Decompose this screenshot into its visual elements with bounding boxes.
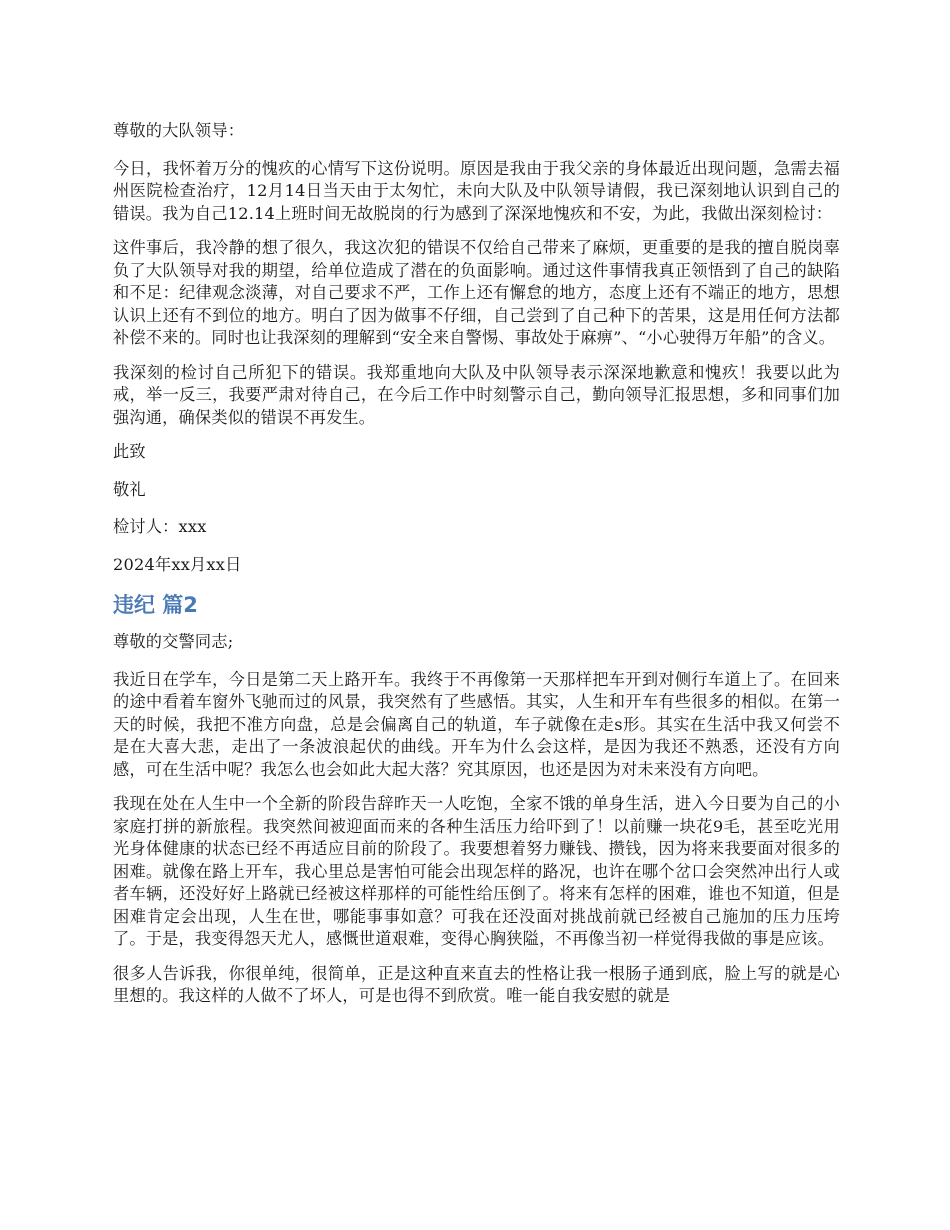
section-heading: 违纪 篇2	[113, 593, 198, 617]
signer: 检讨人：xxx	[113, 517, 207, 536]
salutation-2: 尊敬的交警同志;	[113, 632, 234, 651]
paragraph-1-3: 我深刻的检讨自己所犯下的错误。我郑重地向大队及中队领导表示深深地歉意和愧疚！我要以此为戒，举一反三，我要严肃对待自己，在今后工作中时刻警示自己，勤向领导汇报思想，多和同事们加强沟通，确保类似的错误不再发生。	[113, 362, 840, 427]
document-page	[113, 120, 840, 1020]
date: 2024年xx月xx日	[113, 554, 242, 574]
paragraph-2-3: 很多人告诉我，你很单纯，很简单，正是这种直来直去的性格让我一根肠子通到底，脸上写的就是心里想的。我这样的人做不了坏人，可是也得不到欣赏。唯一能自我安慰的就是	[113, 963, 840, 1005]
salutation-1: 尊敬的大队领导：	[113, 121, 245, 140]
paragraph-1-2: 这件事后，我冷静的想了很久，我这次犯的错误不仅给自己带来了麻烦，更重要的是我的擅自脱岗辜负了大队领导对我的期望，给单位造成了潜在的负面影响。通过这件事情我真正领悟到了自己的缺陷和不足：纪律观念淡薄，对自己要求不严，工作上还有懈怠的地方，态度上还有不端正的地方，思想认识上还有不到位的地方。明白了因为做事不仔细，自己尝到了自己种下的苦果，这是用任何方法都补偿不来的。同时也让我深刻的理解到“安全来自警惕、事故处于麻痹”、“小心驶得万年船”的含义。	[113, 238, 840, 347]
paragraph-2-1: 我近日在学车，今日是第二天上路开车。我终于不再像第一天那样把车开到对侧行车道上了。在回来的途中看着车窗外飞驰而过的风景，我突然有了些感悟。其实，人生和开车有些很多的相似。在第一天的时候，我把不准方向盘，总是会偏离自己的轨道，车子就像在走s形。其实在生活中我又何尝不是在大喜大悲，走出了一条波浪起伏的曲线。开车为什么会这样，是因为我还不熟悉，还没有方向感，可在生活中呢？我怎么也会如此大起大落？究其原因，也还是因为对未来没有方向吧。	[113, 669, 840, 779]
paragraph-1-1: 今日，我怀着万分的愧疚的心情写下这份说明。原因是我由于我父亲的身体最近出现问题，急需去福州医院检查治疗，12月14日当天由于太匆忙，未向大队及中队领导请假，我已深刻地认识到自己的错误。我为自己12.14上班时间无故脱岗的行为感到了深深地愧疚和不安，为此，我做出深刻检讨：	[113, 158, 840, 223]
paragraph-2-2: 我现在处在人生中一个全新的阶段告辞昨天一人吃饱，全家不饿的单身生活，进入今日要为自己的小家庭打拼的新旅程。我突然间被迎面而来的各种生活压力给吓到了！以前赚一块花9毛，甚至吃光用光身体健康的状态已经不再适应目前的阶段了。我要想着努力赚钱、攒钱，因为将来我要面对很多的困难。就像在路上开车，我心里总是害怕可能会出现怎样的路况，也许在哪个岔口会突然冲出行人或者车辆，还没好好上路就已经被这样那样的可能性给压倒了。将来有怎样的困难，谁也不知道，但是困难肯定会出现，人生在世，哪能事事如意？可我在还没面对挑战前就已经被自己施加的压力压垮了。于是，我变得怨天尤人，感慨世道艰难，变得心胸狭隘，不再像当初一样觉得我做的事是应该。	[113, 794, 840, 948]
closing: 此致	[113, 442, 146, 461]
regards: 敬礼	[113, 479, 146, 499]
